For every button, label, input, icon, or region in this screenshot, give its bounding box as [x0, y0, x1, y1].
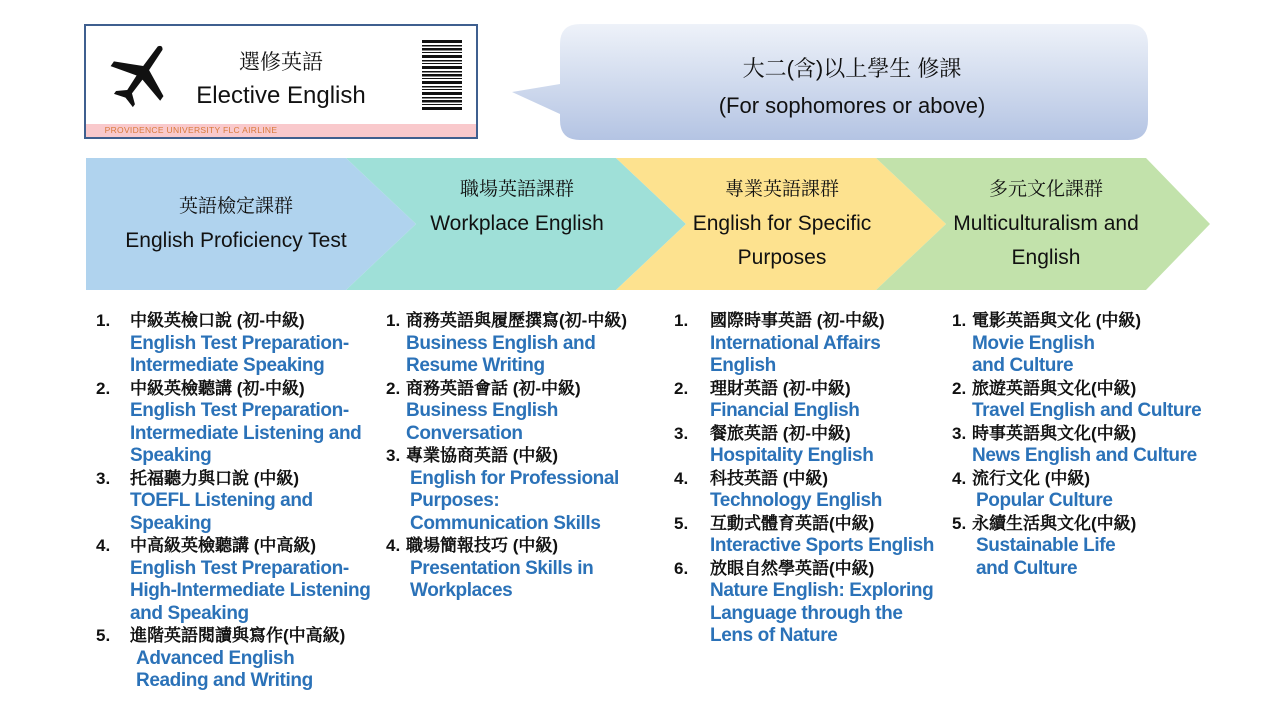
course-number: 3.: [386, 446, 401, 465]
course-item: [96, 468, 378, 536]
group-3-title-zh: 專業英語課群: [724, 179, 839, 200]
course-number: 2.: [386, 378, 401, 398]
course-item: [952, 310, 1222, 378]
course-title-en: News English and Culture: [972, 445, 1197, 466]
course-number: 2.: [674, 378, 689, 398]
course-title-zh: 專業協商英語 (中級): [406, 446, 559, 465]
course-item: [96, 310, 378, 378]
course-title-en: Nature English: Exploring Language through the Lens of Nature: [710, 580, 934, 646]
course-number: 4.: [96, 536, 111, 555]
course-title-en: Hospitality English: [710, 445, 874, 466]
course-item: [674, 558, 942, 648]
course-title-zh: 流行文化 (中級): [972, 468, 1091, 488]
course-title-zh: 中級英檢口說 (初-中級): [130, 311, 305, 330]
course-title-zh: 互動式體育英語(中級): [710, 513, 875, 533]
course-title-en: English for Professional Purposes: Communication Skills: [410, 467, 619, 534]
course-item: [952, 468, 1222, 513]
course-title-zh: 電影英語與文化 (中級): [972, 311, 1142, 330]
course-item: [674, 468, 942, 513]
course-number: 5.: [96, 626, 111, 645]
course-item: [674, 310, 942, 378]
course-item: [386, 310, 662, 378]
course-number: 1.: [674, 311, 689, 330]
course-title-en: Interactive Sports English: [710, 535, 934, 556]
course-title-zh: 旅遊英語與文化(中級): [972, 378, 1137, 398]
group-1-title: [96, 190, 376, 258]
course-title-en: Business English Conversation: [406, 400, 558, 444]
course-number: 2.: [952, 378, 967, 398]
course-title-en: English Test Preparation-Intermediate Listening and Speaking: [130, 400, 362, 466]
course-number: 2.: [96, 378, 111, 398]
course-number: 3.: [674, 423, 689, 443]
callout-line-zh: 大二(含)以上學生 修課: [742, 56, 962, 81]
course-item: [952, 423, 1222, 468]
course-number: 1.: [96, 311, 111, 330]
course-title-zh: 中級英檢聽講 (初-中級): [130, 378, 305, 398]
ticket-title-zh: 選修英語: [239, 51, 323, 74]
course-title-zh: 職場簡報技巧 (中級): [406, 536, 559, 555]
group-2-title-zh: 職場英語課群: [459, 179, 574, 200]
course-item: [96, 378, 378, 468]
group-4-course-list: [952, 310, 1222, 580]
group-3-course-list: [674, 310, 942, 648]
course-title-en: Popular Culture: [976, 490, 1113, 511]
course-title-zh: 中高級英檢聽講 (中高級): [130, 536, 317, 555]
course-title-en: Presentation Skills in Workplaces: [410, 557, 594, 601]
course-title-en: Advanced English Reading and Writing: [136, 647, 313, 691]
group-3-title-en: English for Specific Purposes: [692, 212, 872, 269]
course-title-en: English Test Preparation-High-Intermediate Listening and Speaking: [130, 557, 371, 624]
course-title-zh: 商務英語會話 (初-中級): [406, 378, 581, 398]
course-title-zh: 國際時事英語 (初-中級): [710, 311, 885, 330]
course-item: [952, 513, 1222, 581]
course-title-en: Sustainable Life and Culture: [976, 535, 1116, 579]
group-4-title-zh: 多元文化課群: [988, 179, 1103, 200]
course-number: 6.: [674, 558, 689, 578]
course-number: 4.: [386, 536, 401, 555]
group-4-title: [950, 173, 1142, 275]
course-title-zh: 理財英語 (初-中級): [710, 378, 851, 398]
course-item: [386, 445, 662, 535]
group-1-title-zh: 英語檢定課群: [178, 196, 293, 217]
ticket-title-en: Elective English: [196, 82, 366, 109]
course-item: [674, 378, 942, 423]
course-number: 1.: [386, 311, 401, 330]
course-title-en: TOEFL Listening and Speaking: [130, 490, 313, 534]
course-number: 3.: [952, 423, 967, 443]
course-item: [674, 513, 942, 558]
group-1-course-list: [96, 310, 378, 693]
course-item: [386, 378, 662, 446]
group-2-title: [412, 173, 622, 241]
course-title-zh: 永續生活與文化(中級): [972, 513, 1137, 533]
course-item: [952, 378, 1222, 423]
callout-line-en: (For sophomores or above): [718, 93, 986, 118]
course-number: 5.: [674, 513, 689, 533]
course-title-en: Movie English and Culture: [972, 332, 1095, 376]
group-2-course-list: [386, 310, 662, 603]
group-4-title-en: Multiculturalism and English: [953, 212, 1139, 269]
course-title-zh: 托福聽力與口說 (中級): [130, 468, 300, 488]
group-1-title-en: English Proficiency Test: [125, 229, 347, 252]
course-item: [96, 625, 378, 693]
course-item: [674, 423, 942, 468]
course-title-en: Travel English and Culture: [972, 400, 1202, 421]
course-title-en: English Test Preparation-Intermediate Speaking: [130, 332, 349, 376]
course-number: 4.: [674, 468, 689, 488]
course-title-en: Financial English: [710, 400, 860, 421]
course-title-en: International Affairs English: [710, 332, 881, 376]
group-2-title-en: Workplace English: [430, 212, 604, 235]
course-item: [96, 535, 378, 625]
course-title-zh: 進階英語閱讀與寫作(中高級): [130, 626, 346, 645]
ticket-footer-text: PROVIDENCE UNIVERSITY FLC AIRLINE: [104, 125, 278, 135]
course-title-en: Technology English: [710, 490, 882, 511]
course-title-zh: 商務英語與履歷撰寫(初-中級): [406, 311, 627, 330]
course-title-zh: 時事英語與文化(中級): [972, 423, 1137, 443]
course-title-en: Business English and Resume Writing: [406, 332, 596, 376]
course-title-zh: 科技英語 (中級): [710, 468, 829, 488]
course-number: 5.: [952, 513, 967, 533]
course-number: 3.: [96, 468, 111, 488]
course-number: 1.: [952, 311, 967, 330]
course-title-zh: 放眼自然學英語(中級): [710, 558, 875, 578]
course-number: 4.: [952, 468, 967, 488]
course-item: [386, 535, 662, 603]
course-title-zh: 餐旅英語 (初-中級): [710, 423, 851, 443]
group-3-title: [682, 173, 882, 275]
